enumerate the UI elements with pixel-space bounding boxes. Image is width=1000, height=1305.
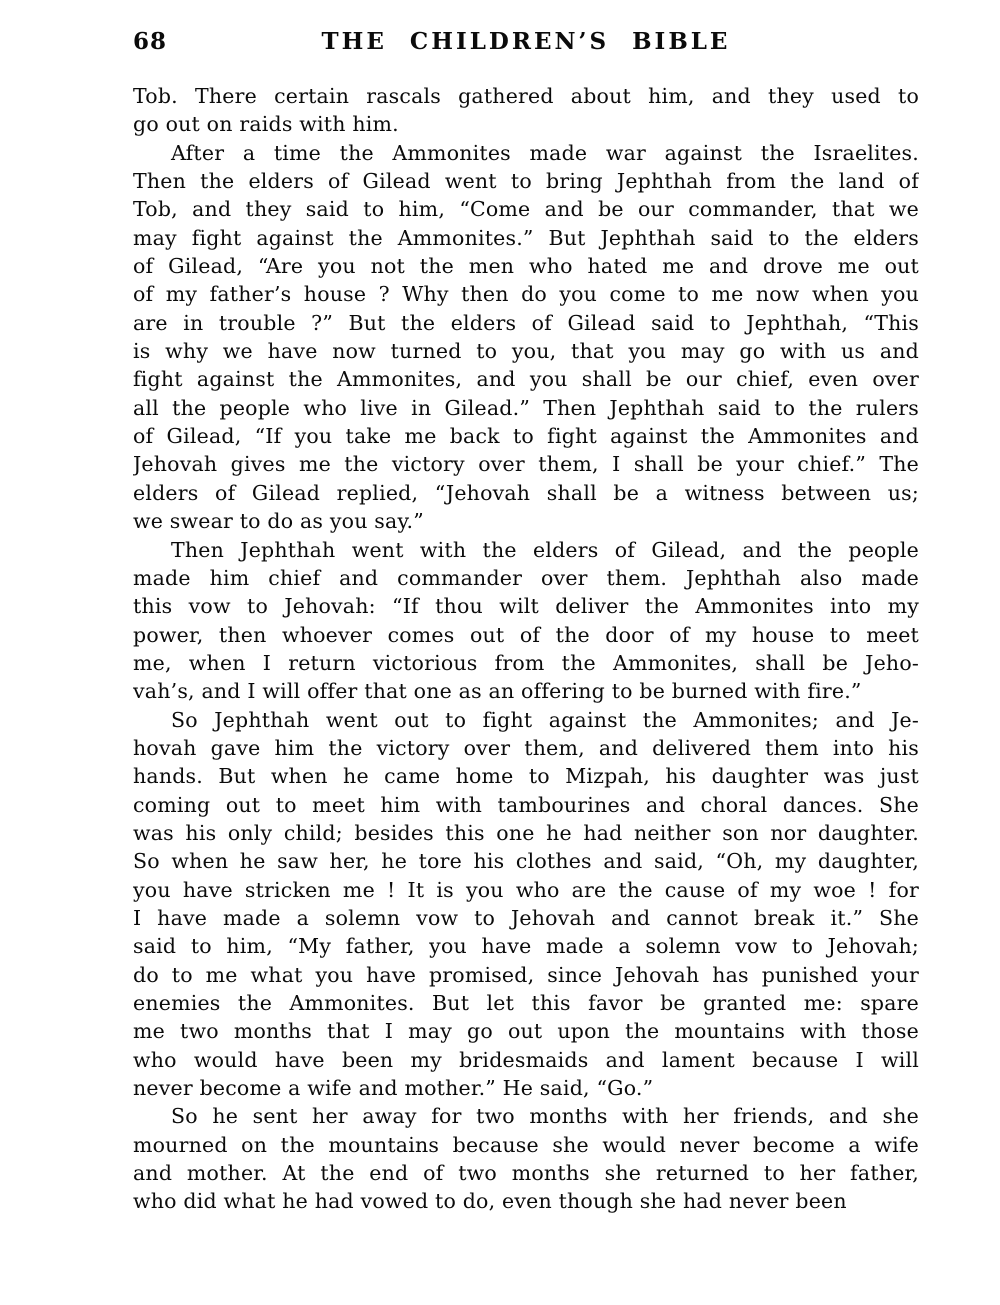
text-line: are in trouble ?” But the elders of Gilead said to Jephthah, “This [133,310,919,335]
text-line: this vow to Jehovah: “If thou wilt deliver the Ammonites into my [133,594,919,619]
text-line: all the people who live in Gilead.” Then Jephthah said to the rulers [133,395,919,420]
text-line: Then Jephthah went with the elders of Gilead, and the people [171,537,919,562]
text-line: do to me what you have promised, since Jehovah has punished your [133,962,919,987]
text-line: vah’s, and I will offer that one as an offering to be burned with fire.” [133,679,862,704]
text-line: Tob, and they said to him, “Come and be our commander, that we [133,197,919,222]
text-line: of my father’s house ? Why then do you come to me now when you [133,282,919,307]
text-line: never become a wife and mother.” He said, “Go.” [133,1076,654,1101]
text-line: and mother. At the end of two months she returned to her father, [133,1161,919,1186]
text-line: Then the elders of Gilead went to bring Jephthah from the land of [133,169,919,194]
text-line: we swear to do as you say.” [133,509,424,534]
text-line: made him chief and commander over them. Jephthah also made [133,565,919,590]
text-line: me, when I return victorious from the Ammonites, shall be Jeho- [133,650,919,675]
text-block [133,82,919,1216]
text-line: coming out to meet him with tambourines and choral dances. She [133,792,919,817]
text-line: enemies the Ammonites. But let this favor be granted me: spare [133,991,919,1015]
text-line: power, then whoever comes out of the door of my house to meet [133,622,919,647]
text-line: So when he saw her, he tore his clothes and said, “Oh, my daughter, [133,849,919,874]
text-line: is why we have now turned to you, that you may go with us and [133,339,919,364]
text-line: I have made a solemn vow to Jehovah and cannot break it.” She [133,905,919,930]
page-number: 68 [133,28,168,55]
text-line: fight against the Ammonites, and you shall be our chief, even over [133,367,919,392]
text-line: Tob. There certain rascals gathered about him, and they used to [133,84,919,108]
text-line: Jehovah gives me the victory over them, I shall be your chief.” The [133,452,919,477]
text-line: me two months that I may go out upon the mountains with those [133,1019,919,1044]
text-line: who would have been my bridesmaids and lament because I will [133,1047,919,1072]
text-line: After a time the Ammonites made war against the Israelites. [171,140,919,165]
running-head-title: THE CHILDREN’S BIBLE [321,28,731,55]
text-line: So he sent her away for two months with her friends, and she [171,1104,919,1129]
text-line: go out on raids with him. [133,112,399,137]
text-line: was his only child; besides this one he had neither son nor daughter. [133,820,919,845]
text-line: of Gilead, “If you take me back to fight against the Ammonites and [133,424,919,449]
text-line: hovah gave him the victory over them, and delivered them into his [133,735,919,760]
text-line: mourned on the mountains because she would never become a wife [133,1132,919,1157]
text-line: may fight against the Ammonites.” But Jephthah said to the elders [133,225,919,250]
text-line: So Jephthah went out to fight against the Ammonites; and Je- [171,707,919,732]
text-line: said to him, “My father, you have made a solemn vow to Jehovah; [133,934,919,959]
text-line: you have stricken me ! It is you who are the cause of my woe ! for [133,877,919,902]
text-line: elders of Gilead replied, “Jehovah shall be a witness between us; [133,480,919,505]
text-line: who did what he had vowed to do, even though she had never been [133,1189,847,1214]
text-line: hands. But when he came home to Mizpah, his daughter was just [133,764,919,789]
text-line: of Gilead, “Are you not the men who hated me and drove me out [133,254,919,279]
